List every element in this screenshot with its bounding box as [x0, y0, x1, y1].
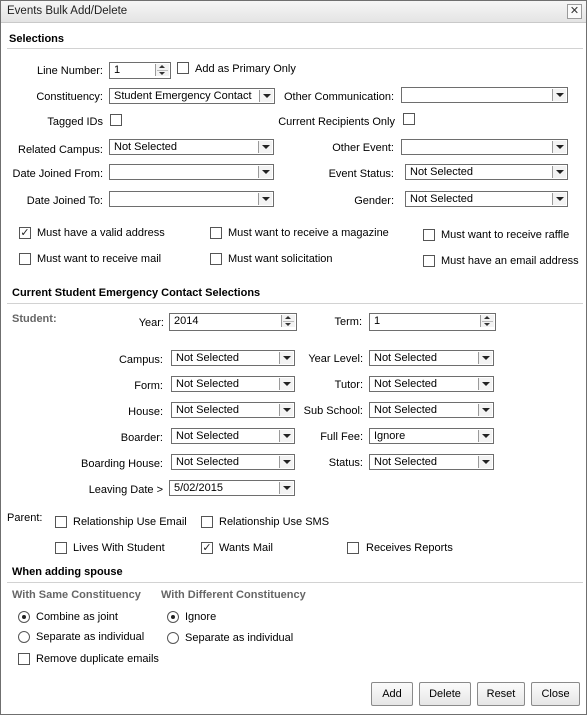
other-communication-select[interactable] — [401, 87, 568, 103]
chevron-down-icon[interactable] — [552, 193, 566, 205]
mail-label: Must want to receive mail — [37, 253, 162, 265]
chevron-down-icon[interactable] — [259, 90, 273, 102]
date-joined-to-select[interactable] — [109, 191, 274, 207]
spin-down-icon[interactable] — [157, 70, 168, 77]
chevron-down-icon[interactable] — [279, 456, 293, 468]
tutor-label: Tutor: — [334, 379, 363, 391]
chevron-down-icon[interactable] — [478, 352, 492, 364]
event-status-value: Not Selected — [410, 166, 473, 178]
campus-label: Campus: — [118, 354, 163, 366]
boarder-value: Not Selected — [176, 430, 239, 442]
date-joined-from-select[interactable] — [109, 164, 274, 180]
spinner-icon[interactable] — [281, 315, 295, 327]
magazine-label: Must want to receive a magazine — [228, 227, 389, 239]
different-constituency-heading: With Different Constituency — [161, 589, 306, 601]
spin-down-icon[interactable] — [482, 321, 493, 328]
full-fee-value: Ignore — [374, 430, 406, 442]
delete-button[interactable]: Delete — [419, 682, 471, 706]
ignore-label: Ignore — [185, 611, 217, 623]
gender-label: Gender: — [354, 195, 394, 207]
student-label: Student: — [12, 313, 57, 325]
related-campus-value: Not Selected — [114, 141, 177, 153]
form-label: Form: — [134, 380, 163, 392]
boarder-label: Boarder: — [120, 432, 163, 444]
chevron-down-icon[interactable] — [279, 352, 293, 364]
chevron-down-icon[interactable] — [279, 430, 293, 442]
chevron-down-icon[interactable] — [258, 193, 272, 205]
wants-mail-label: Wants Mail — [219, 542, 273, 554]
solicitation-label: Must want solicitation — [228, 253, 333, 265]
combine-joint-label: Combine as joint — [36, 611, 118, 623]
spinner-icon[interactable] — [155, 64, 169, 76]
constituency-label: Constituency: — [36, 91, 103, 103]
remove-duplicate-label: Remove duplicate emails — [36, 653, 159, 665]
title-bar[interactable] — [1, 1, 586, 23]
primary-only-checkbox[interactable] — [177, 62, 189, 74]
chevron-down-icon[interactable] — [478, 404, 492, 416]
status-value: Not Selected — [374, 456, 437, 468]
leaving-date-select[interactable] — [169, 480, 295, 496]
divider — [7, 582, 583, 583]
valid-address-label: Must have a valid address — [37, 227, 165, 239]
reset-button[interactable]: Reset — [477, 682, 525, 706]
primary-only-label: Add as Primary Only — [195, 63, 296, 75]
email-address-checkbox[interactable] — [423, 255, 435, 267]
raffle-checkbox[interactable] — [423, 229, 435, 241]
line-number-label: Line Number: — [36, 65, 103, 77]
chevron-down-icon[interactable] — [279, 378, 293, 390]
raffle-label: Must want to receive raffle — [441, 229, 570, 241]
same-constituency-heading: With Same Constituency — [12, 589, 141, 601]
house-value: Not Selected — [176, 404, 239, 416]
full-fee-select[interactable] — [369, 428, 494, 444]
receives-reports-label: Receives Reports — [366, 542, 453, 554]
sub-school-select[interactable] — [369, 402, 494, 418]
tagged-ids-checkbox[interactable] — [110, 114, 122, 126]
chevron-down-icon[interactable] — [478, 378, 492, 390]
chevron-down-icon[interactable] — [478, 430, 492, 442]
date-joined-from-label: Date Joined From: — [12, 168, 103, 180]
add-button[interactable]: Add — [371, 682, 413, 706]
other-communication-label: Other Communication: — [283, 91, 394, 103]
ignore-radio[interactable] — [167, 611, 179, 623]
boarder-select[interactable] — [171, 428, 295, 444]
parent-label: Parent: — [7, 512, 43, 524]
separate-same-label: Separate as individual — [36, 631, 145, 643]
relationship-email-checkbox[interactable] — [55, 516, 67, 528]
house-select[interactable] — [171, 402, 295, 418]
date-joined-to-label: Date Joined To: — [26, 195, 103, 207]
combine-joint-radio[interactable] — [18, 611, 30, 623]
related-campus-label: Related Campus: — [18, 144, 103, 156]
form-value: Not Selected — [176, 378, 239, 390]
relationship-sms-checkbox[interactable] — [201, 516, 213, 528]
year-level-label: Year Level: — [308, 353, 363, 365]
divider — [7, 48, 583, 49]
solicitation-checkbox[interactable] — [210, 253, 222, 265]
chevron-down-icon[interactable] — [279, 482, 293, 494]
current-recipients-checkbox[interactable] — [403, 113, 415, 125]
tutor-select[interactable] — [369, 376, 494, 392]
close-button[interactable]: Close — [531, 682, 580, 706]
status-select[interactable] — [369, 454, 494, 470]
receives-reports-checkbox[interactable] — [347, 542, 359, 554]
valid-address-checkbox[interactable]: ✓ — [20, 227, 30, 239]
gender-select[interactable] — [405, 191, 568, 207]
campus-select[interactable] — [171, 350, 295, 366]
other-event-select[interactable] — [401, 139, 568, 155]
separate-diff-radio[interactable] — [167, 632, 179, 644]
relationship-sms-label: Relationship Use SMS — [219, 516, 330, 528]
year-value: 2014 — [174, 315, 199, 327]
spinner-icon[interactable] — [480, 315, 494, 327]
remove-duplicate-checkbox[interactable] — [18, 653, 30, 665]
wants-mail-checkbox[interactable]: ✓ — [202, 542, 212, 554]
term-stepper[interactable] — [369, 313, 496, 331]
spin-down-icon[interactable] — [283, 321, 294, 328]
chevron-down-icon[interactable] — [478, 456, 492, 468]
campus-value: Not Selected — [176, 352, 239, 364]
year-label: Year: — [138, 317, 164, 329]
house-label: House: — [128, 406, 163, 418]
chevron-down-icon[interactable] — [279, 404, 293, 416]
chevron-down-icon[interactable] — [258, 141, 272, 153]
related-campus-select[interactable] — [109, 139, 274, 155]
magazine-checkbox[interactable] — [210, 227, 222, 239]
current-recipients-label: Current Recipients Only — [278, 116, 395, 128]
term-label: Term: — [334, 316, 362, 328]
event-status-label: Event Status: — [328, 168, 394, 180]
mail-checkbox[interactable] — [19, 253, 31, 265]
chevron-down-icon[interactable] — [552, 166, 566, 178]
form-select[interactable] — [171, 376, 295, 392]
other-event-label: Other Event: — [332, 142, 394, 154]
relationship-email-label: Relationship Use Email — [73, 516, 187, 528]
close-icon[interactable]: ✕ — [567, 4, 582, 19]
line-number-stepper[interactable] — [109, 62, 171, 79]
constituency-select[interactable] — [109, 88, 275, 104]
contact-selections-heading: Current Student Emergency Contact Selections — [12, 287, 261, 299]
status-label: Status: — [328, 457, 363, 469]
full-fee-label: Full Fee: — [320, 431, 363, 443]
sub-school-label: Sub School: — [303, 405, 363, 417]
term-value: 1 — [374, 315, 381, 327]
tutor-value: Not Selected — [374, 378, 437, 390]
leaving-date-label: Leaving Date > — [88, 484, 163, 496]
constituency-value: Student Emergency Contact — [114, 90, 252, 102]
divider — [7, 303, 583, 304]
boarding-house-value: Not Selected — [176, 456, 239, 468]
sub-school-value: Not Selected — [374, 404, 437, 416]
window-title: Events Bulk Add/Delete — [7, 5, 128, 17]
lives-with-student-label: Lives With Student — [73, 542, 165, 554]
chevron-down-icon[interactable] — [258, 166, 272, 178]
separate-same-radio[interactable] — [18, 631, 30, 643]
boarding-house-select[interactable] — [171, 454, 295, 470]
year-level-select[interactable] — [369, 350, 494, 366]
gender-value: Not Selected — [410, 193, 473, 205]
year-stepper[interactable] — [169, 313, 297, 331]
selections-heading: Selections — [9, 33, 65, 45]
email-address-label: Must have an email address — [441, 255, 579, 267]
separate-diff-label: Separate as individual — [185, 632, 294, 644]
lives-with-student-checkbox[interactable] — [55, 542, 67, 554]
tagged-ids-label: Tagged IDs — [47, 116, 103, 128]
leaving-date-value: 5/02/2015 — [174, 482, 223, 494]
chevron-down-icon[interactable] — [552, 141, 566, 153]
year-level-value: Not Selected — [374, 352, 437, 364]
line-number-value: 1 — [114, 64, 121, 76]
boarding-house-label: Boarding House: — [81, 458, 163, 470]
spouse-heading: When adding spouse — [12, 566, 123, 578]
chevron-down-icon[interactable] — [552, 89, 566, 101]
event-status-select[interactable] — [405, 164, 568, 180]
